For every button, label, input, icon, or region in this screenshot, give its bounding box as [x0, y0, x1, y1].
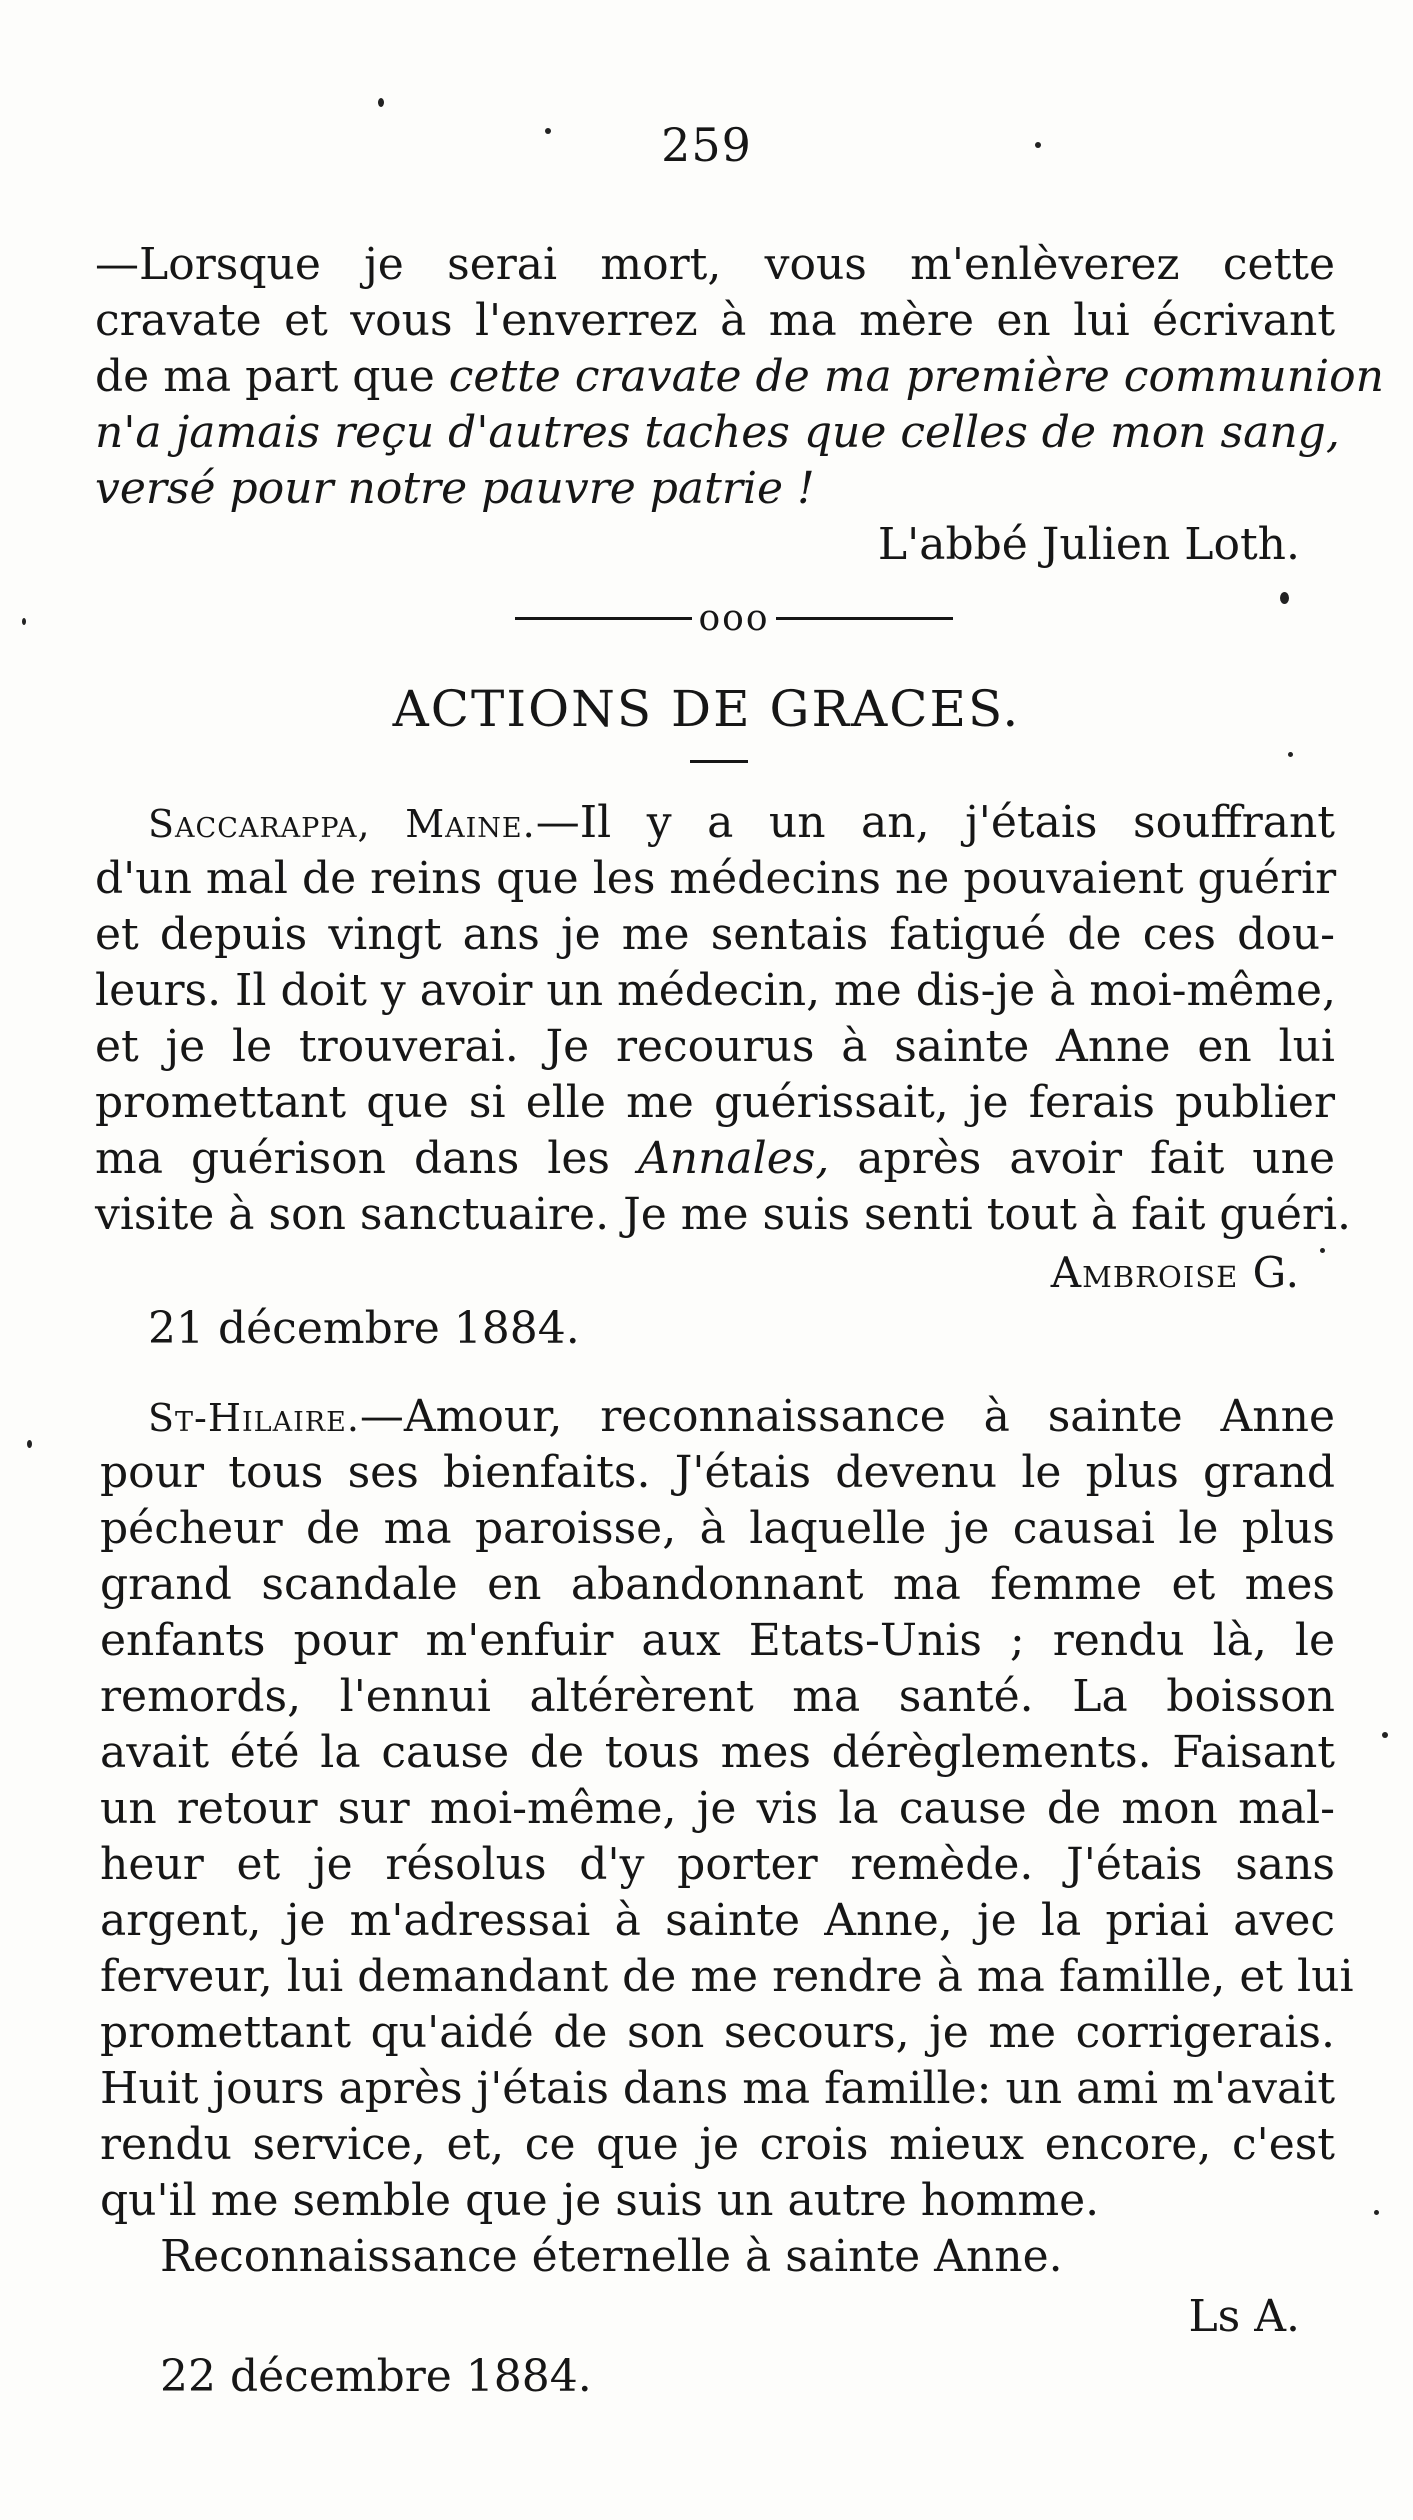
print-speck — [1374, 2210, 1379, 2215]
testimony-1-line-2: d'un mal de reins que les médecins ne pouvaient guérir — [95, 853, 1337, 904]
intro-line-3 — [95, 350, 1384, 404]
print-speck — [545, 128, 551, 134]
section-divider — [515, 598, 953, 638]
testimony-1-date: 21 décembre 1884. — [148, 1303, 580, 1354]
print-speck — [1280, 592, 1289, 604]
testimony-2-line-9: heur et je résolus d'y porter remède. J'étais sans — [100, 1839, 1335, 1890]
page-number: 259 — [661, 118, 752, 172]
testimony-2-line-5: enfants pour m'enfuir aux Etats-Unis ; rendu là, le — [100, 1615, 1335, 1666]
testimony-2-line-13: Huit jours après j'étais dans ma famille: un ami m'avait — [100, 2063, 1336, 2114]
testimony-1-signature: Ambroise G. — [1050, 1248, 1300, 1297]
testimony-2-line-2: pour tous ses bienfaits. J'étais devenu le plus grand — [100, 1447, 1335, 1498]
divider-mark: ooo — [698, 597, 770, 639]
testimony-1-place: Saccarappa, Maine. — [148, 802, 536, 846]
testimony-2-line-6: remords, l'ennui altérèrent ma santé. La boisson — [100, 1671, 1335, 1722]
testimony-2-line-16: Reconnaissance éternelle à sainte Anne. — [160, 2231, 1063, 2282]
testimony-1-line-6: promettant que si elle me guérissait, je ferais publier — [95, 1077, 1335, 1128]
testimony-2-line-7: avait été la cause de tous mes dérèglements. Faisant — [100, 1727, 1335, 1778]
testimony-2-signature: Ls A. — [1188, 2291, 1300, 2342]
testimony-1-line-1-text: —Il y a un an, j'étais souffrant — [535, 797, 1335, 848]
testimony-2-line-4: grand scandale en abandonnant ma femme et mes — [100, 1559, 1335, 1610]
intro-line-1: —Lorsque je serai mort, vous m'enlèverez cette — [95, 239, 1335, 290]
testimony-1-line-5: et je le trouverai. Je recourus à sainte Anne en lui — [95, 1021, 1335, 1072]
intro-signature: L'abbé Julien Loth. — [877, 519, 1300, 570]
testimony-2-line-15: qu'il me semble que je suis un autre homme. — [100, 2175, 1100, 2226]
testimony-2-line-10: argent, je m'adressai à sainte Anne, je la priai avec — [100, 1895, 1335, 1946]
print-speck — [1320, 1248, 1325, 1253]
intro-line-3-italic: cette cravate de ma première communion — [448, 351, 1384, 402]
testimony-2-line-12: promettant qu'aidé de son secours, je me corrigerais. — [100, 2007, 1335, 2058]
testimony-1-line-3: et depuis vingt ans je me sentais fatigué de ces dou- — [95, 909, 1335, 960]
intro-line-5: versé pour notre pauvre patrie ! — [95, 463, 815, 514]
testimony-1-line-4: leurs. Il doit y avoir un médecin, me dis-je à moi-même, — [95, 965, 1337, 1016]
testimony-2-line-8: un retour sur moi-même, je vis la cause de mon mal- — [100, 1783, 1335, 1834]
testimony-2-line-11: ferveur, lui demandant de me rendre à ma famille, et lui — [100, 1951, 1354, 2002]
testimony-2-line-1-text: —Amour, reconnaissance à sainte Anne — [359, 1391, 1335, 1442]
print-speck — [1288, 752, 1293, 757]
testimony-1-line-8: visite à son sanctuaire. Je me suis senti tout à fait guéri. — [95, 1189, 1352, 1240]
divider-rule-left — [515, 617, 692, 620]
testimony-1-line-7-start: ma guérison dans les — [95, 1133, 638, 1184]
section-title: ACTIONS DE GRACES. — [392, 680, 1021, 738]
print-speck — [1382, 1732, 1388, 1738]
testimony-2-line-1 — [148, 1390, 1335, 1445]
testimony-1-line-7 — [95, 1132, 1335, 1186]
print-speck — [22, 618, 26, 625]
print-speck — [378, 98, 384, 107]
testimony-1-line-7-rest: après avoir fait une — [829, 1133, 1336, 1184]
divider-rule-right — [776, 617, 953, 620]
intro-line-2: cravate et vous l'enverrez à ma mère en lui écrivant — [95, 295, 1335, 346]
testimony-2-line-3: pécheur de ma paroisse, à laquelle je causai le plus — [100, 1503, 1335, 1554]
testimony-2-line-14: rendu service, et, ce que je crois mieux encore, c'est — [100, 2119, 1335, 2170]
testimony-1-annales: Annales, — [637, 1133, 830, 1184]
intro-line-3-plain: de ma part que — [95, 351, 449, 402]
testimony-2-place: St-Hilaire. — [148, 1396, 360, 1440]
print-speck — [1035, 142, 1041, 148]
print-speck — [27, 1440, 32, 1448]
title-underline — [690, 760, 748, 763]
testimony-2-date: 22 décembre 1884. — [160, 2351, 592, 2402]
testimony-1-line-1 — [148, 796, 1335, 851]
intro-line-4: n'a jamais reçu d'autres taches que celles de mon sang, — [95, 407, 1340, 458]
